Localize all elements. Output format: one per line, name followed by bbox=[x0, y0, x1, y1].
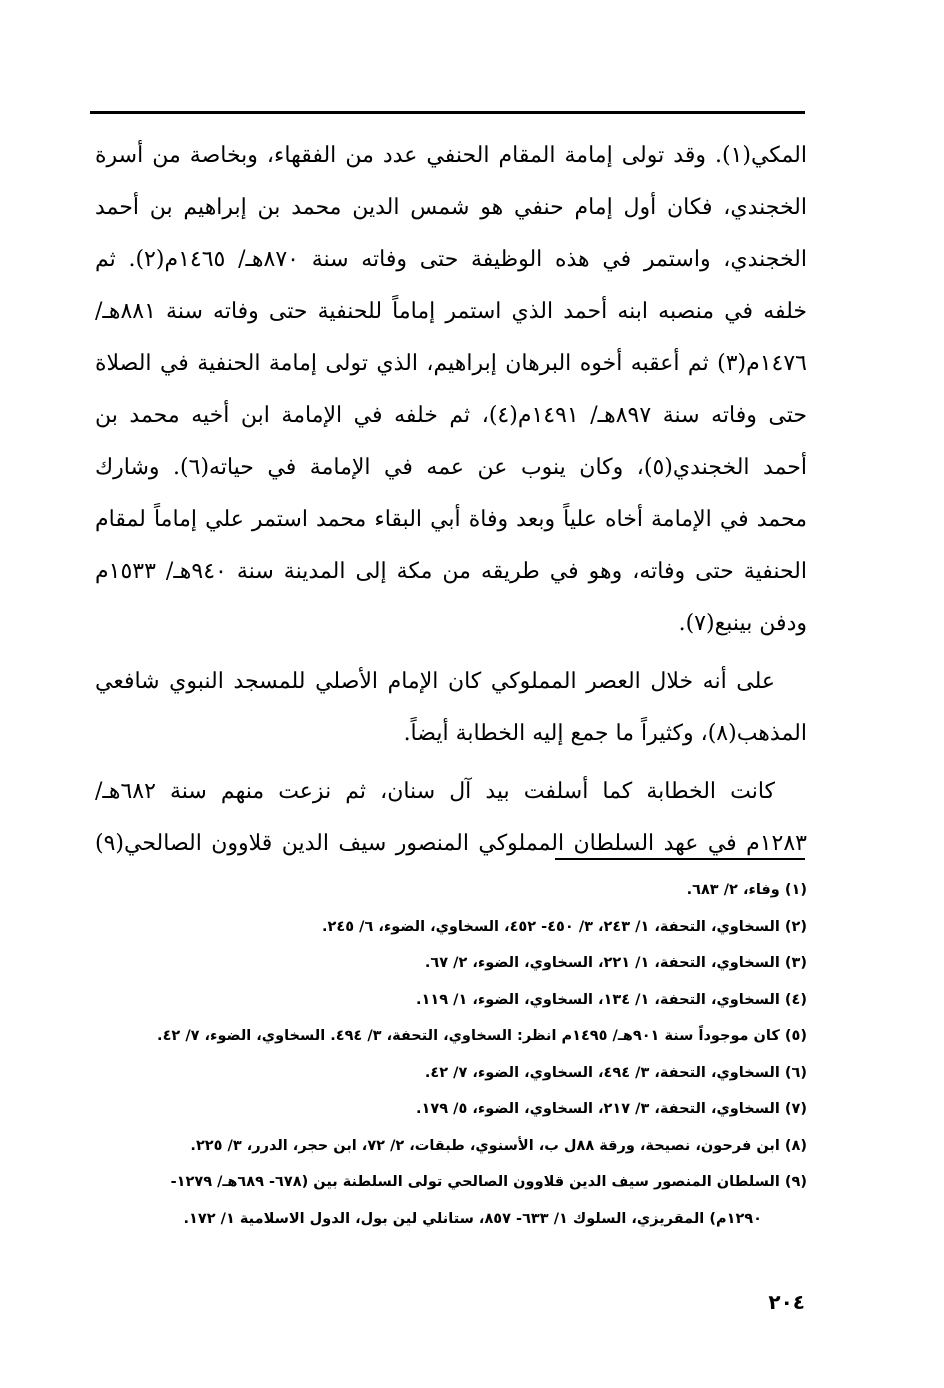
header-rule bbox=[90, 111, 805, 114]
body-line: الخجندي، فكان أول إمام حنفي هو شمس الدين محمد بن إبراهيم بن أحمد bbox=[95, 195, 807, 220]
body-line: المذهب(٨)، وكثيراً ما جمع إليه الخطابة أيضاً. bbox=[403, 721, 807, 746]
footnote: (٥) كان موجوداً سنة ٩٠١هـ/ ١٤٩٥م انظر: السخاوي، التحفة، ٣/ ٤٩٤. السخاوي، الضوء، ٧/ ٤٢. bbox=[157, 1028, 807, 1044]
body-line: ١٤٧٦م(٣) ثم أعقبه أخوه البرهان إبراهيم، الذي تولى إمامة الحنفية في الصلاة bbox=[95, 351, 807, 376]
footnote-continuation: ١٢٩٠م) المقريزي، السلوك ١/ ٦٣٣- ٨٥٧، ستانلي لين بول، الدول الاسلامية ١/ ١٧٢. bbox=[183, 1210, 762, 1227]
body-line: كانت الخطابة كما أسلفت بيد آل سنان، ثم نزعت منهم سنة ٦٨٢هـ/ bbox=[95, 779, 775, 804]
body-line: ودفن بينبع(٧). bbox=[678, 611, 807, 636]
footnotes bbox=[95, 872, 807, 1237]
footnote: (٦) السخاوي، التحفة، ٣/ ٤٩٤، السخاوي، الضوء، ٧/ ٤٢. bbox=[424, 1064, 807, 1081]
body-line: محمد في الإمامة أخاه علياً وبعد وفاة أبي البقاء محمد استمر علي إماماً لمقام bbox=[95, 507, 807, 532]
body-line: الخجندي، واستمر في هذه الوظيفة حتى وفاته سنة ٨٧٠هـ/ ١٤٦٥م(٢). ثم bbox=[95, 247, 807, 272]
body-line: خلفه في منصبه ابنه أحمد الذي استمر إماماً للحنفية حتى وفاته سنة ٨٨١هـ/ bbox=[95, 299, 807, 324]
footnote: (١) وفاء، ٢/ ٦٨٣. bbox=[686, 882, 807, 898]
footnote: (٣) السخاوي، التحفة، ١/ ٢٢١، السخاوي، الضوء، ٢/ ٦٧. bbox=[424, 955, 807, 971]
body-line: حتى وفاته سنة ٨٩٧هـ/ ١٤٩١م(٤)، ثم خلفه في الإمامة ابن أخيه محمد بن bbox=[95, 403, 807, 428]
body-line: المكي(١). وقد تولى إمامة المقام الحنفي عدد من الفقهاء، وبخاصة من أسرة bbox=[95, 143, 807, 168]
footnote: (٩) السلطان المنصور سيف الدين قلاوون الصالحي تولى السلطنة بين (٦٧٨- ٦٨٩هـ/ ١٢٧٩- bbox=[170, 1174, 807, 1190]
body-line: ١٢٨٣م في عهد السلطان المملوكي المنصور سيف الدين قلاوون الصالحي(٩) bbox=[95, 831, 807, 856]
footnote: (٢) السخاوي، التحفة، ١/ ٢٤٣، ٣/ ٤٥٠- ٤٥٢، السخاوي، الضوء، ٦/ ٢٤٥. bbox=[322, 918, 807, 935]
body-line: الحنفية حتى وفاته، وهو في طريقه من مكة إلى المدينة سنة ٩٤٠هـ/ ١٥٣٣م bbox=[95, 559, 807, 584]
footnote-separator bbox=[555, 858, 805, 860]
main-text bbox=[95, 130, 807, 870]
body-line: أحمد الخجندي(٥)، وكان ينوب عن عمه في الإمامة في حياته(٦). وشارك bbox=[95, 455, 807, 480]
page-number: ٢٠٤ bbox=[768, 1290, 805, 1314]
body-line: على أنه خلال العصر المملوكي كان الإمام الأصلي للمسجد النبوي شافعي bbox=[95, 669, 775, 694]
footnote: (٨) ابن فرحون، نصيحة، ورقة ٨٨ل ب، الأسنوي، طبقات، ٢/ ٧٢، ابن حجر، الدرر، ٣/ ٢٢٥. bbox=[190, 1137, 807, 1154]
footnote: (٧) السخاوي، التحفة، ٣/ ٢١٧، السخاوي، الضوء، ٥/ ١٧٩. bbox=[416, 1101, 807, 1117]
footnote: (٤) السخاوي، التحفة، ١/ ١٣٤، السخاوي، الضوء، ١/ ١١٩. bbox=[416, 991, 807, 1008]
